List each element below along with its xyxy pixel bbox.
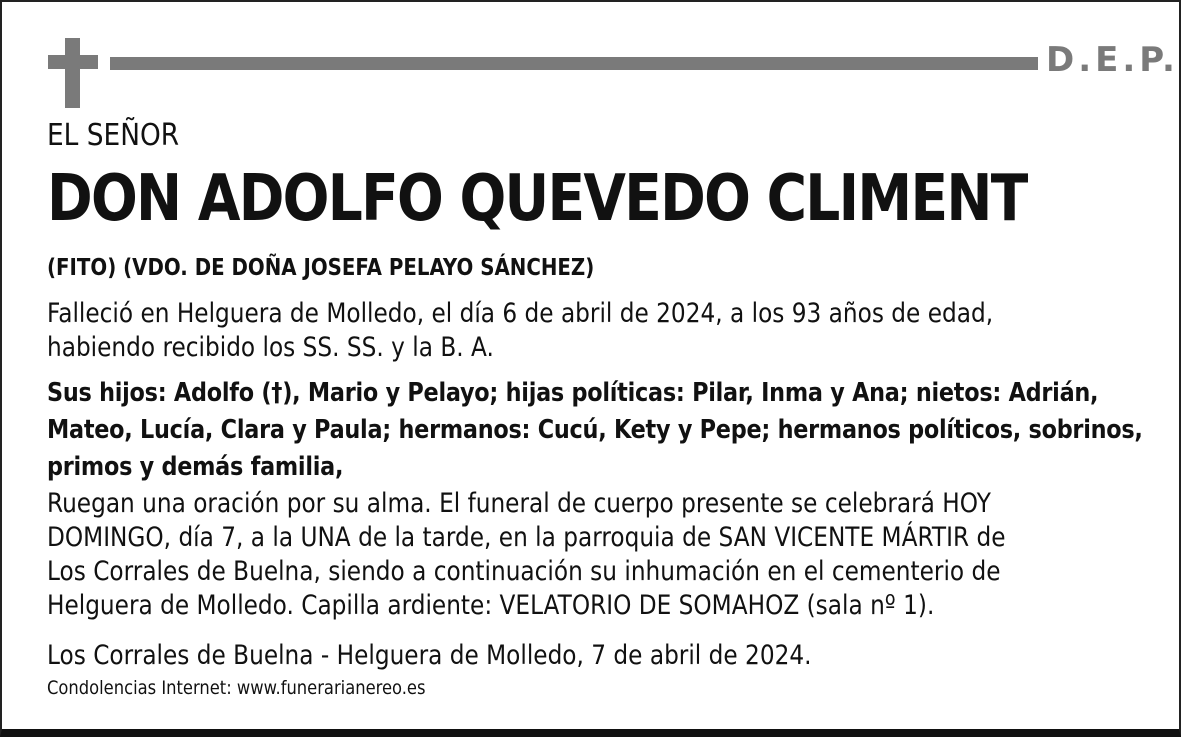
dep-label: D.E.P. [1046,40,1179,80]
death-line: habiendo recibido los SS. SS. y la B. A. [47,332,494,363]
deceased-name: DON ADOLFO QUEVEDO CLIMENT [47,162,1027,236]
header-ornament [48,38,1179,110]
family-line: Sus hijos: Adolfo (†), Mario y Pelayo; hijas políticas: Pilar, Inma y Ana; nietos: Adrián, [47,378,1099,408]
header-rule [110,57,1038,70]
death-paragraph [47,297,993,365]
death-line: Falleció en Helguera de Molledo, el día 6 de abril de 2024, a los 93 años de edad, [47,298,994,329]
funeral-line: Los Corrales de Buelna, siendo a continuación su inhumación en el cementerio de [47,556,1001,587]
family-paragraph [47,375,1143,486]
funeral-line: Ruegan una oración por su alma. El funeral de cuerpo presente se celebrará HOY [47,488,991,519]
family-line: Mateo, Lucía, Clara y Paula; hermanos: Cucú, Kety y Pepe; hermanos políticos, sobrinos, [47,415,1143,445]
condolences-link: Condolencias Internet: www.funerarianereo.es [47,677,426,699]
place-date: Los Corrales de Buelna - Helguera de Molledo, 7 de abril de 2024. [47,640,812,671]
funeral-paragraph [47,487,1005,623]
title-prefix: EL SEÑOR [47,118,180,153]
cross-icon [48,38,98,108]
funeral-line: DOMINGO, día 7, a la UNA de la tarde, en la parroquia de SAN VICENTE MÁRTIR de [47,522,1006,553]
funeral-line: Helguera de Molledo. Capilla ardiente: VELATORIO DE SOMAHOZ (sala nº 1). [47,590,935,621]
deceased-subtitle: (FITO) (VDO. DE DOÑA JOSEFA PELAYO SÁNCHEZ) [47,255,595,281]
family-line: primos y demás familia, [47,452,344,482]
